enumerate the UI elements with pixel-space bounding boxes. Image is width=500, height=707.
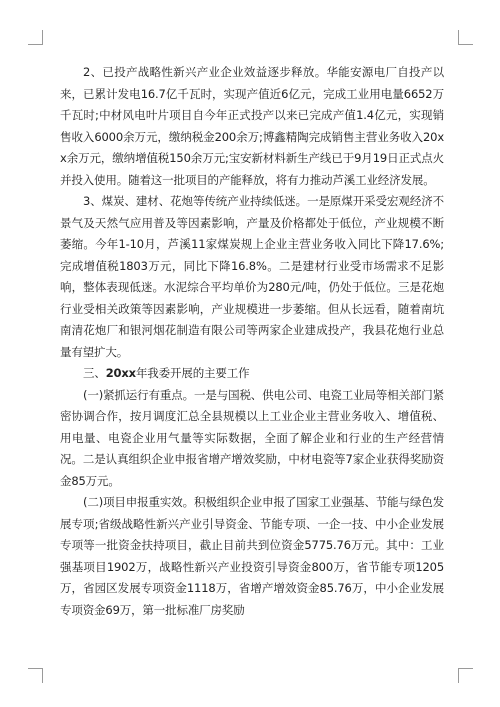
paragraph-emerging-industry: 2、已投产战略性新兴产业企业效益逐步释放。华能安源电厂自投产以来，已累计发电16.7亿千瓦时，实现产值近6亿元，完成工业用电量6652万千瓦时;中材风电叶片项目自今年正式投产以来已完成产值1.4亿元，实现销售收入6000余万元，缴纳税金200余万;博鑫精陶完成销售主营业务收入20xx余万元，缴纳增值税150余万元;宝安新材料新生产线已于9月19日正式点火并投入使用。随着这一批项目的产能释放，将有力推动芦溪工业经济发展。 (60, 65, 444, 187)
crop-mark-bottom-left (28, 668, 43, 683)
paragraph-operations: (一)紧抓运行有重点。一是与国税、供电公司、电瓷工业局等相关部门紧密协调合作，按月调度汇总全县规模以上工业企业主营业务收入、增值税、用电量、电瓷企业用气量等实际数据，全面了解企业和行业的生产经营情况。二是认真组织企业申报省增产增效奖励，中材电瓷等7家企业获得奖励资金85万元。 (60, 387, 444, 488)
document-page (60, 62, 444, 621)
section-heading-year: 20xx (105, 366, 136, 380)
crop-mark-bottom-right (458, 668, 473, 683)
section-heading-prefix: 三、 (83, 366, 106, 380)
crop-mark-top-left (28, 30, 43, 45)
paragraph-project-applications: (二)项目申报重实效。积极组织企业申报了国家工业强基、节能与绿色发展专项;省级战略性新兴产业引导资金、节能专项、一企一技、中小企业发展专项等一批资金扶持项目，截止目前共到位资金5775.76万元。其中：工业强基项目1902万，战略性新兴产业投资引导资金800万，省节能专项1205万，省园区发展专项资金1118万，省增产增效资金85.76万，中小企业发展专项资金69万，第一批标准厂房奖励 (60, 495, 444, 617)
crop-mark-top-right (458, 30, 473, 45)
section-heading (60, 363, 444, 385)
paragraph-traditional-industry: 3、煤炭、建材、花炮等传统产业持续低迷。一是原煤开采受宏观经济不景气及天然气应用普及等因素影响，产量及价格都处于低位，产业规模不断萎缩。今年1-10月，芦溪11家煤炭规上企业主营业务收入同比下降17.6%;完成增值税1803万元，同比下降16.8%。二是建材行业受市场需求不足影响，整体表现低迷。水泥综合平均单价为280元/吨，仍处于低位。三是花炮行业受相关政策等因素影响，产业规模进一步萎缩。但从长远看，随着南坑南清花炮厂和银河烟花制造有限公司等两家企业建成投产，我县花炮行业总量有望扩大。 (60, 194, 444, 359)
section-heading-suffix: 年我委开展的主要工作 (135, 366, 250, 380)
